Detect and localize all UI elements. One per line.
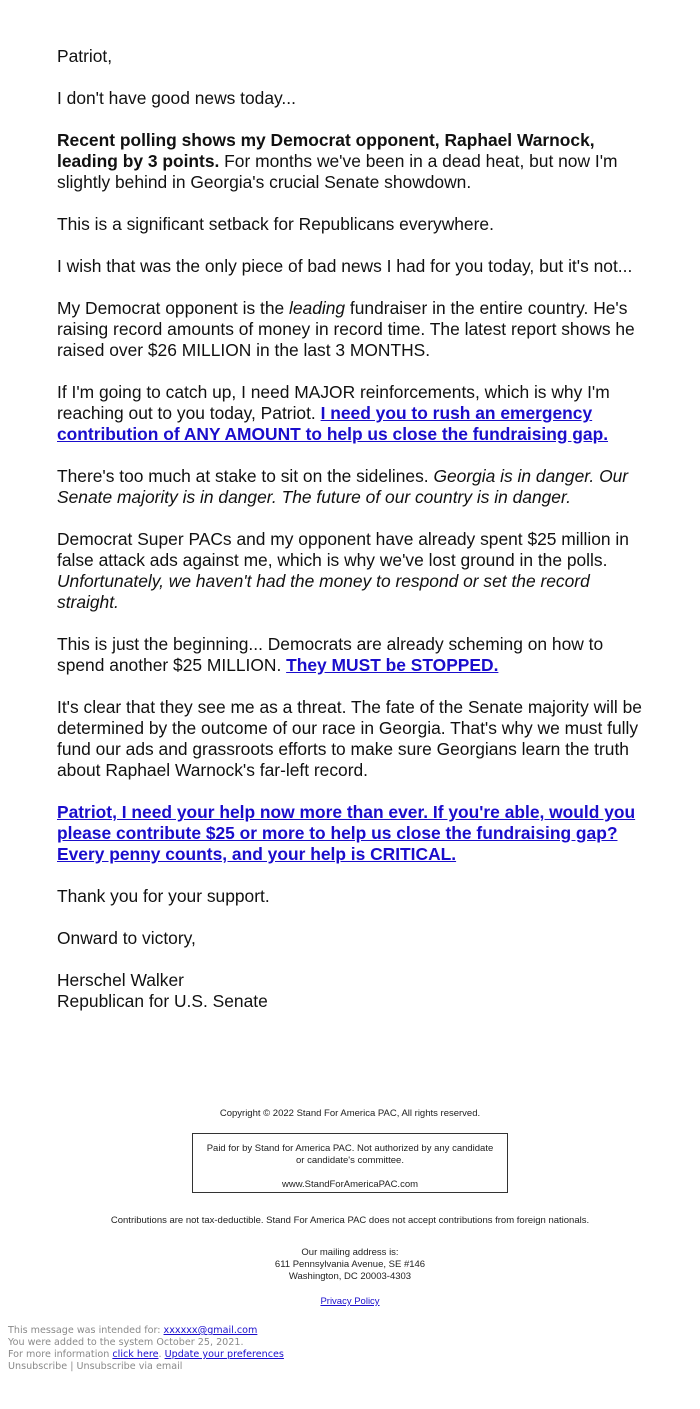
unsubscribe-email-link[interactable]: Unsubscribe via email (76, 1361, 183, 1372)
paragraph-setback: This is a significant setback for Republicans everywhere. (57, 214, 494, 234)
privacy-policy-link[interactable]: Privacy Policy (320, 1296, 380, 1307)
fundraiser-text-a: My Democrat opponent is the (57, 298, 289, 318)
paragraph-ask (57, 802, 647, 865)
reinforcements-text: If I'm going to catch up, I need MAJOR reinforcements, which is why I'm reaching out to you today, Patriot. (57, 382, 610, 423)
attack-ads-text: Democrat Super PACs and my opponent have already spent $25 million in false attack ads against me, which is why we've lost ground in the polls. (57, 529, 629, 570)
footer (0, 1108, 700, 1308)
polling-text: For months we've been in a dead heat, but now I'm slightly behind in Georgia's crucial Senate showdown. (57, 151, 618, 192)
copyright-text: Copyright © 2022 Stand For America PAC, All rights reserved. (219, 1108, 481, 1119)
unsubscribe-line (8, 1361, 508, 1373)
paragraph-reinforcements (57, 382, 647, 445)
paid-for-box (192, 1133, 508, 1193)
click-here-link[interactable]: click here (112, 1349, 159, 1360)
paragraph-bad-news: I don't have good news today... (57, 88, 296, 108)
recipient-email-link[interactable]: xxxxxx@gmail.com (163, 1325, 258, 1336)
paragraph-thanks: Thank you for your support. (57, 886, 270, 906)
address-line-1: 611 Pennsylvania Avenue, SE #146 (274, 1259, 426, 1270)
unsubscribe-separator: | (67, 1361, 77, 1372)
beginning-text: This is just the beginning... Democrats are already scheming on how to spend another $25 MILLION. (57, 634, 604, 675)
fundraiser-emphasis: leading (289, 298, 346, 318)
emergency-contribution-link[interactable]: I need you to rush an emergency contribution of ANY AMOUNT to help us close the fundraising gap. (57, 403, 609, 444)
more-info-line (8, 1349, 508, 1361)
paragraph-polling (57, 130, 647, 193)
more-info-label: For more information (8, 1349, 113, 1360)
update-preferences-link[interactable]: Update your preferences (164, 1349, 284, 1360)
more-info-separator: . (158, 1349, 165, 1360)
paragraph-threat: It's clear that they see me as a threat. The fate of the Senate majority will be determined by the outcome of our race in Georgia. That's why we must fully fund our ads and grassroots efforts to make sure Georgians learn the truth about Raphael Warnock's far-left record. (57, 697, 642, 780)
stop-them-link[interactable]: They MUST be STOPPED. (286, 655, 499, 675)
paragraph-more-bad-news: I wish that was the only piece of bad news I had for you today, but it's not... (57, 256, 633, 276)
paragraph-attack-ads (57, 529, 647, 613)
subscription-info (8, 1325, 508, 1373)
signature (57, 970, 647, 1012)
contribute-link[interactable]: Patriot, I need your help now more than ever. If you're able, would you please contribute $25 or more to help us close the fundraising gap? Every penny counts, and your help is CRITICAL. (57, 802, 636, 864)
paragraph-fundraiser (57, 298, 647, 361)
unsubscribe-link[interactable]: Unsubscribe (8, 1361, 68, 1372)
paid-for-text: Paid for by Stand for America PAC. Not authorized by any candidate or candidate's committee. (206, 1143, 494, 1166)
greeting: Patriot, (57, 46, 113, 66)
paragraph-sign-off: Onward to victory, (57, 928, 196, 948)
paragraph-beginning (57, 634, 647, 676)
paragraph-stakes (57, 466, 647, 508)
disclaimer-text: Contributions are not tax-deductible. Stand For America PAC does not accept contributions from foreign nationals. (110, 1215, 590, 1226)
intended-for-line (8, 1325, 508, 1337)
fundraiser-text-b: fundraiser in the entire country. He's raising record amounts of money in record time. The latest report shows he raised over $26 MILLION in the last 3 MONTHS. (57, 298, 635, 360)
added-date-line: You were added to the system October 25, 2021. (8, 1337, 244, 1348)
stakes-emphasis: Georgia is in danger. Our Senate majority is in danger. The future of our country is in danger. (57, 466, 629, 507)
mailing-address (0, 1247, 700, 1283)
signature-name: Herschel Walker (57, 970, 184, 990)
website-text: www.StandForAmericaPAC.com (281, 1179, 419, 1190)
letter-body (57, 46, 647, 1033)
address-line-2: Washington, DC 20003-4303 (288, 1271, 412, 1282)
intended-label: This message was intended for: (8, 1325, 164, 1336)
signature-title: Republican for U.S. Senate (57, 991, 268, 1011)
address-label: Our mailing address is: (301, 1247, 399, 1258)
polling-highlight: Recent polling shows my Democrat opponent, Raphael Warnock, leading by 3 points. (57, 130, 595, 171)
stakes-text: There's too much at stake to sit on the sidelines. (57, 466, 434, 486)
attack-ads-emphasis: Unfortunately, we haven't had the money to respond or set the record straight. (57, 571, 590, 612)
